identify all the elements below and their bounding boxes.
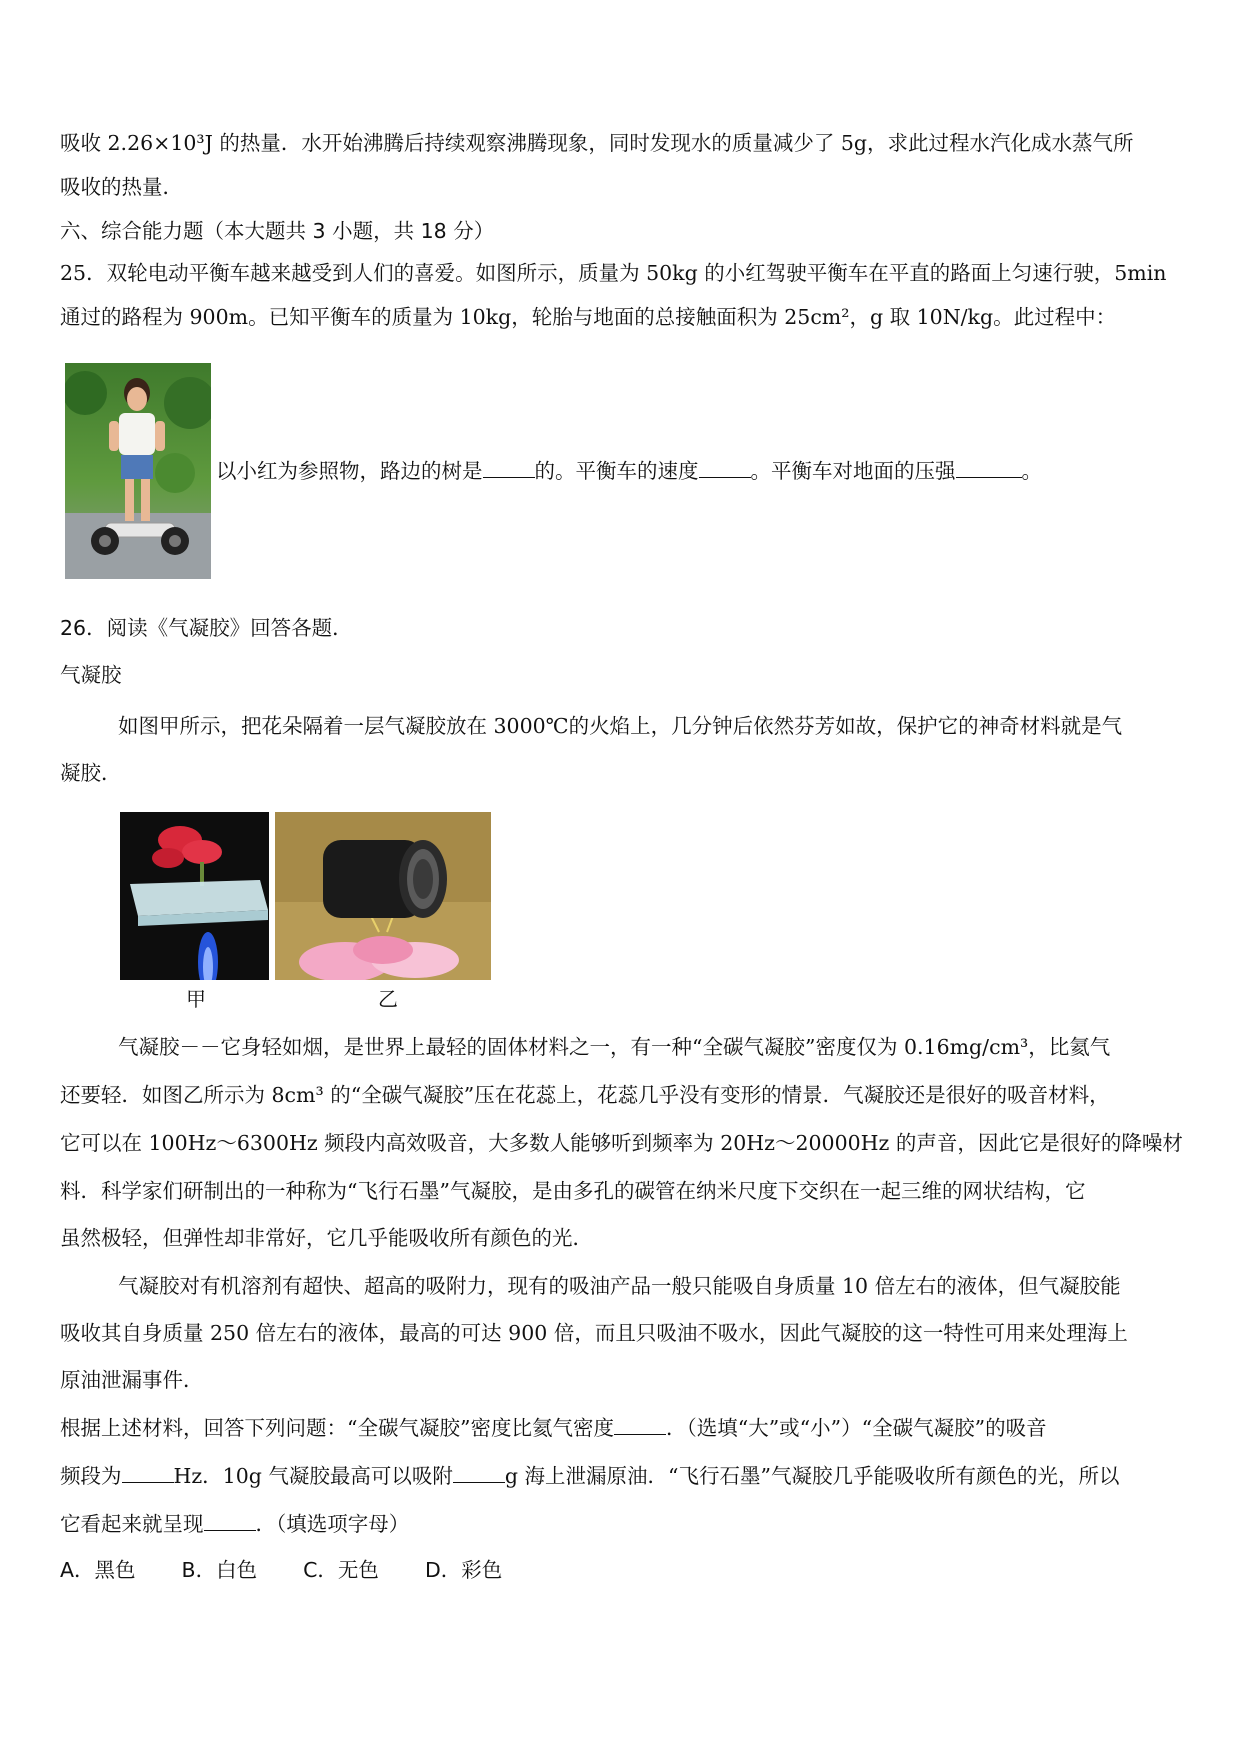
option-d[interactable]: D．彩色 <box>424 1558 503 1582</box>
figure-jia-caption: 甲 <box>186 987 206 1011</box>
figure-yi-caption: 乙 <box>378 987 398 1011</box>
balance-scooter-photo <box>65 363 211 579</box>
q26-blank-frequency[interactable] <box>122 1481 174 1483</box>
q25-text-part-2: 的。平衡车的速度 <box>534 459 699 483</box>
q25-text-part-1: 以小红为参照物，路边的树是 <box>216 459 483 483</box>
q26-q2-text-a: 频段为 <box>60 1464 122 1488</box>
section-title: 六、综合能力题（本大题共 3 小题，共 18 分） <box>60 219 495 243</box>
p1-line-1: 如图甲所示，把花朵隔着一层气凝胶放在 3000℃的火焰上，几分钟后依然芬芳如故，保护它的神奇材料就是气 <box>118 714 1123 738</box>
p3-line-3: 原油泄漏事件． <box>60 1368 204 1392</box>
q26-q1-text-a: 根据上述材料，回答下列问题：“全碳气凝胶”密度比氦气密度 <box>60 1416 614 1440</box>
p1-line-2: 凝胶． <box>60 761 122 785</box>
prev-question-line-1: 吸收 2.26×10³J 的热量．水开始沸腾后持续观察沸腾现象，同时发现水的质量减少了 5g，求此过程水汽化成水蒸气所 <box>60 131 1134 155</box>
q25-line-1: 25．双轮电动平衡车越来越受到人们的喜爱。如图所示，质量为 50kg 的小红驾驶平衡车在平直的路面上匀速行驶，5min <box>60 261 1167 285</box>
p2-line-3: 它可以在 100Hz～6300Hz 频段内高效吸音，大多数人能够听到频率为 20Hz～20000Hz 的声音，因此它是很好的降噪材 <box>60 1131 1183 1155</box>
p2-line-4: 料．科学家们研制出的一种称为“飞行石墨”气凝胶，是由多孔的碳管在纳米尺度下交织在一起三维的网状结构，它 <box>60 1179 1086 1203</box>
figure-yi-aerogel-photo <box>275 812 491 980</box>
option-c[interactable]: C．无色 <box>303 1558 379 1582</box>
options-row <box>60 1555 548 1585</box>
option-a[interactable]: A．黑色 <box>60 1558 136 1582</box>
option-b[interactable]: B．白色 <box>181 1558 258 1582</box>
q25-line-2: 通过的路程为 900m。已知平衡车的质量为 10kg，轮胎与地面的总接触面积为 25cm²，g 取 10N/kg。此过程中： <box>60 305 1117 329</box>
q26-q3-text-b: ．（填选项字母） <box>255 1512 410 1536</box>
q26-blank-density[interactable] <box>614 1433 666 1435</box>
q26-question-line-3 <box>60 1509 409 1539</box>
p2-line-1: 气凝胶－－它身轻如烟，是世界上最轻的固体材料之一，有一种“全碳气凝胶”密度仅为 0.16mg/cm³，比氦气 <box>118 1035 1111 1059</box>
q26-question-line-1 <box>60 1413 1047 1443</box>
q26-blank-color[interactable] <box>204 1529 256 1531</box>
figure-jia-flame-photo <box>120 812 269 980</box>
q25-blank-pressure[interactable] <box>956 476 1022 478</box>
q26-q3-text-a: 它看起来就呈现 <box>60 1512 204 1536</box>
p3-line-1: 气凝胶对有机溶剂有超快、超高的吸附力，现有的吸油产品一般只能吸自身质量 10 倍左右的液体，但气凝胶能 <box>118 1274 1121 1298</box>
q25-blank-speed[interactable] <box>699 476 751 478</box>
q26-question-line-2 <box>60 1461 1120 1491</box>
q26-blank-oil-mass[interactable] <box>453 1481 505 1483</box>
q25-fill-blank-line <box>216 456 1042 486</box>
q25-text-part-4: 。 <box>1021 459 1042 483</box>
q25-blank-reference[interactable] <box>483 476 535 478</box>
p3-line-2: 吸收其自身质量 250 倍左右的液体，最高的可达 900 倍，而且只吸油不吸水，因此气凝胶的这一特性可用来处理海上 <box>60 1321 1128 1345</box>
p2-line-5: 虽然极轻，但弹性却非常好，它几乎能吸收所有颜色的光． <box>60 1226 593 1250</box>
q26-q1-text-b: ．（选填“大”或“小”）“全碳气凝胶”的吸音 <box>665 1416 1047 1440</box>
q26-intro: 26．阅读《气凝胶》回答各题． <box>60 616 353 640</box>
p2-line-2: 还要轻．如图乙所示为 8cm³ 的“全碳气凝胶”压在花蕊上，花蕊几乎没有变形的情景．气凝胶还是很好的吸音材料， <box>60 1083 1110 1107</box>
q26-q2-text-c: g 海上泄漏原油．“飞行石墨”气凝胶几乎能吸收所有颜色的光，所以 <box>504 1464 1120 1488</box>
q25-text-part-3: 。平衡车对地面的压强 <box>750 459 956 483</box>
q26-q2-text-b: Hz．10g 气凝胶最高可以吸附 <box>173 1464 453 1488</box>
article-title: 气凝胶 <box>60 663 122 687</box>
prev-question-line-2: 吸收的热量． <box>60 175 183 199</box>
